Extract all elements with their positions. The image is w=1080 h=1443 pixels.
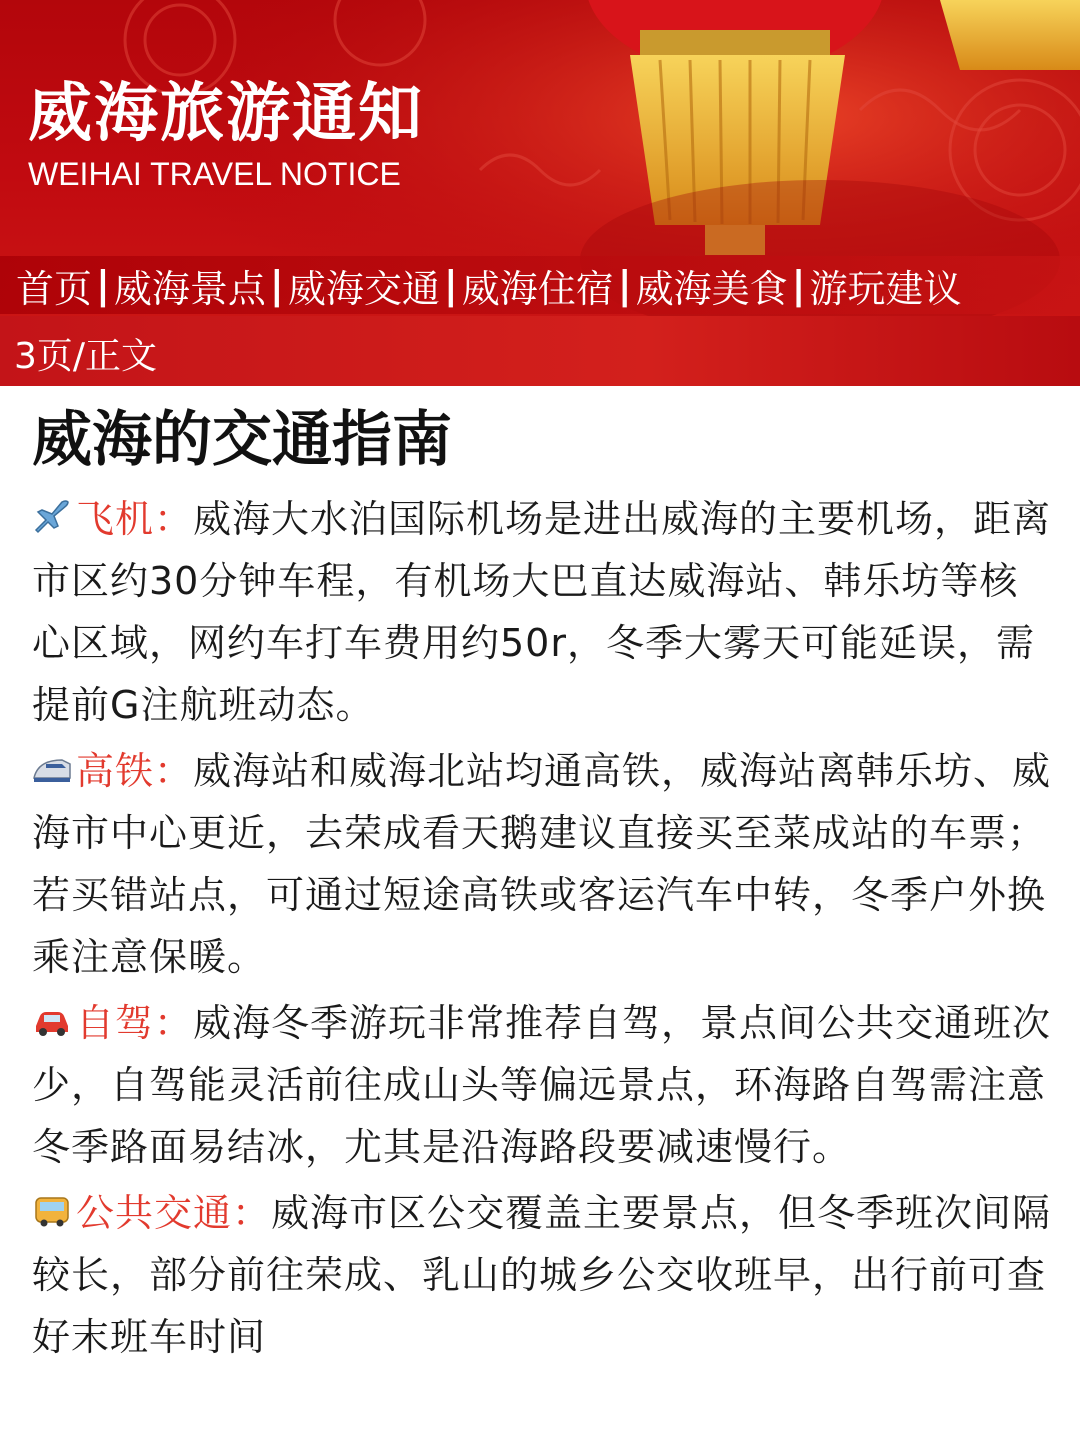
- nav-item-home[interactable]: 首页: [16, 266, 93, 311]
- high-speed-train-icon: [32, 748, 72, 788]
- nav-separator: |: [269, 263, 284, 307]
- nav-separator: |: [96, 263, 110, 307]
- section-label: 飞机：: [76, 497, 194, 541]
- nav-separator: |: [791, 263, 806, 307]
- bus-icon: [32, 1190, 72, 1230]
- nav-item-tips[interactable]: 游玩建议: [809, 266, 962, 311]
- nav-item-food[interactable]: 威海美食: [635, 266, 788, 311]
- section-text: 威海大水泊国际机场是进出威海的主要机场，距离市区约30分钟车程，有机场大巴直达威海站、韩乐坊等核心区域，网约车打车费用约50r，冬季大雾天可能延误，需提前G注航班动态。: [32, 497, 1052, 727]
- airplane-icon: [32, 496, 72, 536]
- breadcrumb-bar: [0, 316, 1080, 386]
- section-bus: [32, 1182, 1052, 1368]
- nav-item-transport[interactable]: 威海交通: [287, 266, 440, 311]
- section-train: [32, 740, 1052, 988]
- article-content: [32, 400, 1052, 1372]
- car-icon: [32, 1000, 72, 1040]
- section-text: 威海市区公交覆盖主要景点，但冬季班次间隔较长，部分前往荣成、乳山的城乡公交收班早，出行前可查好末班车时间: [32, 1191, 1052, 1359]
- nav-separator: |: [443, 263, 458, 307]
- nav-separator: |: [617, 263, 632, 307]
- nav-item-attractions[interactable]: 威海景点: [113, 266, 266, 311]
- main-nav: [0, 256, 1080, 314]
- section-text: 威海冬季游玩非常推荐自驾，景点间公共交通班次少，自驾能灵活前往成山头等偏远景点，环海路自驾需注意冬季路面易结冰，尤其是沿海路段要减速慢行。: [32, 1001, 1052, 1169]
- section-car: [32, 992, 1052, 1178]
- site-subtitle: WEIHAI TRAVEL NOTICE: [28, 156, 401, 192]
- section-label: 自驾：: [76, 1001, 194, 1045]
- breadcrumb: 3页/正文: [14, 336, 158, 377]
- section-label: 公共交通：: [76, 1191, 272, 1235]
- site-title: 威海旅游通知: [28, 77, 424, 151]
- section-airplane: [32, 488, 1052, 736]
- page-title: 威海的交通指南: [32, 405, 452, 475]
- section-text: 威海站和威海北站均通高铁，威海站离韩乐坊、威海市中心更近，去荣成看天鹅建议直接买至菜成站的车票；若买错站点，可通过短途高铁或客运汽车中转，冬季户外换乘注意保暖。: [32, 749, 1052, 979]
- section-label: 高铁：: [76, 749, 194, 793]
- nav-item-lodging[interactable]: 威海住宿: [461, 266, 614, 311]
